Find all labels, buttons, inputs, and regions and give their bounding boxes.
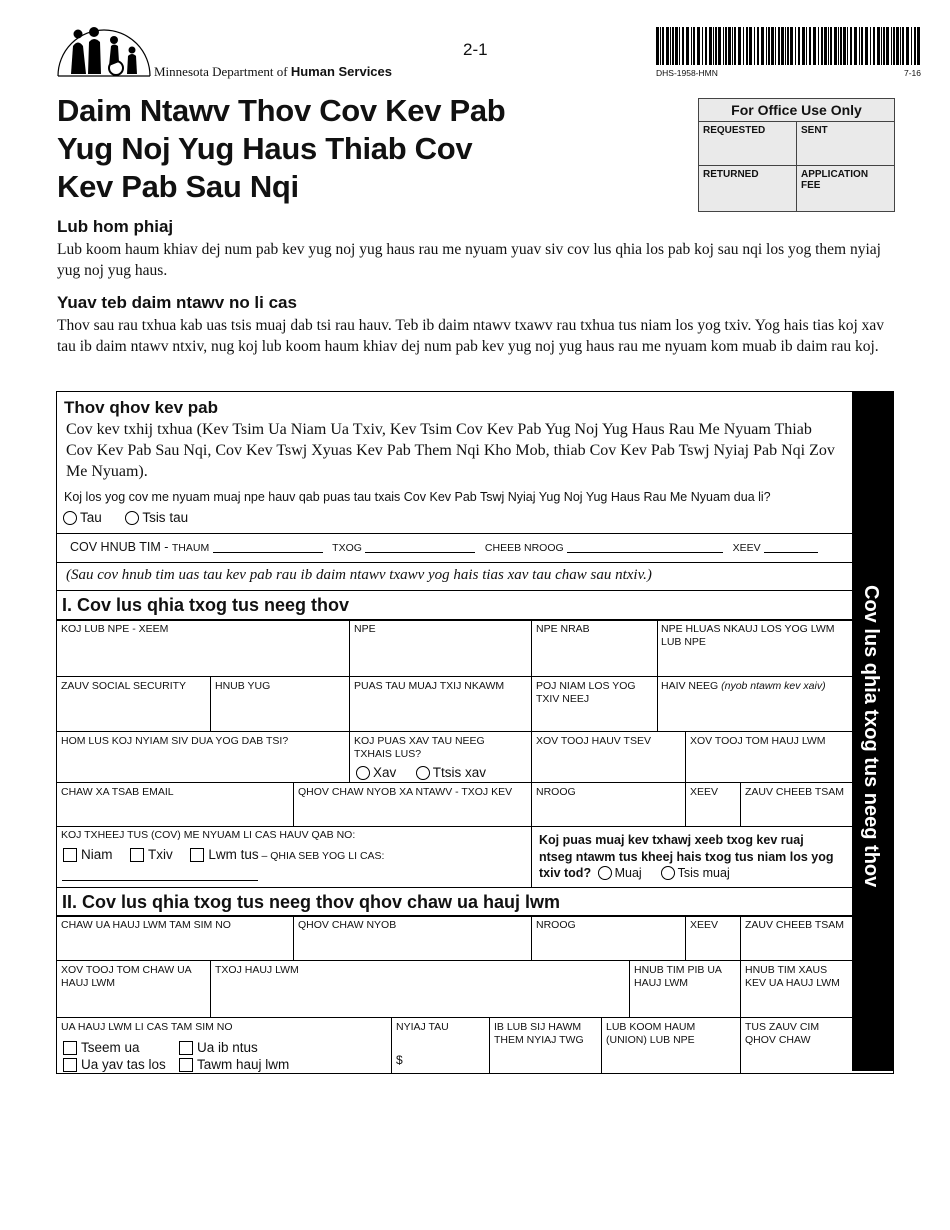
employment-status-options xyxy=(63,1039,166,1073)
case-number-note: (Sau cov hnub tim uas tau kev pab rau ib daim ntawv txawv yog hais tias xav tau chaw sau ntxiv.) xyxy=(66,567,652,583)
safety-question: Koj puas muaj kev txhawj xeeb txog kev ruaj ntseg ntawm tus kheej hais txog tus niam los yog txiv tod? Muaj Tsis muaj xyxy=(539,833,834,880)
employment-status-label: UA HAUJ LWM LI CAS TAM SIM NO xyxy=(61,1021,233,1033)
temp-label: Ua ib ntus xyxy=(197,1040,258,1055)
category-field[interactable] xyxy=(365,552,475,553)
safety-yes-radio[interactable] xyxy=(598,866,612,880)
safety-no-label: Tsis muaj xyxy=(677,866,730,880)
mailing-address-label: QHOV CHAW NYOB XA NTAWV - TXOJ KEV xyxy=(298,786,513,798)
employer-city-label: NROOG xyxy=(536,919,576,931)
state-field[interactable] xyxy=(764,552,818,553)
first-name-label: NPE xyxy=(354,623,376,635)
section2-title: II. Cov lus qhia txog tus neeg thov qhov chaw ua hauj lwm xyxy=(62,892,561,912)
middle-name-label: NPE NRAB xyxy=(536,623,590,635)
services-text: Cov kev txhij txhua (Kev Tsim Ua Niam Ua Txiv, Kev Tsim Cov Kev Pab Yug Noj Yug Haus Rau Me Nyuam Thiab Cov Kev Pab Sau Nqi, Cov Kev Tswj Xyuas Kev Pab Them Nqi Kho Mob, thiab Cov Kev Pab Tswj Nyiaj Pab Nqi Zov Me Nyuam). xyxy=(66,421,835,480)
marital-label: PUAS TAU MUAJ TXIJ NKAWM xyxy=(354,680,505,692)
services-heading: Thov qhov kev pab xyxy=(64,398,218,417)
union-label: LUB KOOM HAUM (UNION) LUB NPE xyxy=(606,1021,696,1046)
other-checkbox[interactable] xyxy=(190,848,204,862)
other-phone-label: XOV TOOJ TOM HAUJ LWM xyxy=(690,735,826,747)
home-phone-label: XOV TOOJ HAUV TSEV xyxy=(536,735,651,747)
city-label: CHEEB NROOG xyxy=(484,542,564,554)
mother-checkbox[interactable] xyxy=(63,848,77,862)
purpose-text: Lub koom haum khiav dej num pab kev yug noj yug haus rau me nyuam yuav siv cov lus qhia los pab koj sau nqi los yog them nyiaj yug noj yug haus. xyxy=(57,241,881,279)
work-phone-label: XOV TOOJ TOM CHAW UA HAUJ LWM xyxy=(61,964,192,989)
interpreter-label: KOJ PUAS XAV TAU NEEG TXHAIS LUS? xyxy=(354,735,485,760)
relationship-options xyxy=(63,847,384,862)
barcode-icon xyxy=(656,27,922,65)
wage-label: NYIAJ TAU xyxy=(396,1021,449,1033)
section1-title: I. Cov lus qhia txog tus neeg thov xyxy=(62,595,350,615)
interpreter-yes-label: Xav xyxy=(373,765,397,780)
other-label: Lwm tus xyxy=(208,847,259,862)
ssn-label: ZAUV SOCIAL SECURITY xyxy=(61,680,187,692)
employer-zip-label: ZAUV CHEEB TSAM xyxy=(745,919,844,931)
interpreter-yes-radio[interactable] xyxy=(356,766,370,780)
start-date-label: HNUB TIM PIB UA HAUJ LWM xyxy=(634,964,722,989)
seasonal-checkbox[interactable] xyxy=(179,1058,193,1072)
title-line: Yug Noj Yug Haus Thiab Cov xyxy=(57,131,473,166)
services-yes-label: Tau xyxy=(80,510,102,525)
title-line: Kev Pab Sau Nqi xyxy=(57,169,299,204)
title-line: Daim Ntawv Thov Cov Kev Pab xyxy=(57,93,506,128)
other-spec-label: – QHIA SEB YOG LI CAS: xyxy=(258,850,385,862)
part-time-checkbox[interactable] xyxy=(63,1058,77,1072)
agency-name: Minnesota Department of Human Services xyxy=(154,64,392,79)
city-label: NROOG xyxy=(536,786,576,798)
county-label: THAUM xyxy=(171,542,210,554)
case-number-label: COV HNUB TIM - xyxy=(70,540,172,554)
dob-label: HNUB YUG xyxy=(215,680,271,692)
other-names-label: NPE HLUAS NKAUJ LOS YOG LWM LUB NPE xyxy=(661,623,835,648)
household-label: KOJ TXHEEJ TUS (COV) ME NYUAM LI CAS HAUV QAB NO: xyxy=(61,829,356,841)
currency-symbol: $ xyxy=(396,1053,403,1067)
father-label: Txiv xyxy=(148,847,173,862)
city-field[interactable] xyxy=(567,552,723,553)
last-name-label: KOJ LUB NPE - XEEM xyxy=(61,623,169,635)
case-number-row xyxy=(70,540,818,554)
office-use-title: For Office Use Only xyxy=(699,99,894,122)
how-to-text: Thov sau rau txhua kab uas tsis muaj dab tsi rau hauv. Teb ib daim ntawv txawv rau txhua tus niam los yog txiv. Yog hais tias koj xav tau ib daim ntawv ntxiv, nug koj lub koom haum khiav dej num pab kev yug noj yug haus rau me nyuam kom muab ib daim rau koj. xyxy=(57,317,885,355)
employer-address-label: QHOV CHAW NYOB xyxy=(298,919,397,931)
services-question: Koj los yog cov me nyuam muaj npe hauv qab puas tau txais Cov Kev Pab Tswj Nyiaj Yug Noj Yug Haus Rau Me Nyuam dua li? xyxy=(64,490,771,504)
other-spec-field[interactable] xyxy=(62,880,258,881)
sent-label: SENT xyxy=(801,125,828,136)
page-number: 2-1 xyxy=(463,40,488,59)
employment-status-options-2 xyxy=(179,1039,289,1073)
category-label: TXOG xyxy=(332,542,362,554)
employer-state-label: XEEV xyxy=(690,919,719,931)
services-no-label: Tsis tau xyxy=(142,510,189,525)
page-title xyxy=(57,92,505,206)
temp-checkbox[interactable] xyxy=(179,1041,193,1055)
purpose-heading: Lub hom phiaj xyxy=(57,217,174,236)
gender-label: POJ NIAM LOS YOG TXIV NEEJ xyxy=(536,680,636,705)
services-yes-radio[interactable] xyxy=(63,511,77,525)
form-number: DHS-1958-HMN xyxy=(656,68,718,78)
dhs-logo-icon xyxy=(56,26,152,78)
how-to-heading: Yuav teb daim ntawv no li cas xyxy=(57,293,297,312)
full-time-label: Tseem ua xyxy=(81,1040,140,1055)
end-date-label: HNUB TIM XAUS KEV UA HAUJ LWM xyxy=(745,964,840,989)
safety-no-radio[interactable] xyxy=(661,866,675,880)
state-label: XEEV xyxy=(732,542,761,554)
safety-yes-label: Muaj xyxy=(614,866,642,880)
revision-date: 7-16 xyxy=(904,68,922,78)
application-fee-label: APPLICATION FEE xyxy=(801,169,869,191)
interpreter-no-radio[interactable] xyxy=(416,766,430,780)
language-label: HOM LUS KOJ NYIAM SIV DUA YOG DAB TSI? xyxy=(61,735,289,747)
seasonal-label: Tawm hauj lwm xyxy=(197,1057,290,1072)
email-label: CHAW XA TSAB EMAIL xyxy=(61,786,174,798)
services-options xyxy=(63,510,188,525)
full-time-checkbox[interactable] xyxy=(63,1041,77,1055)
part-time-label: Ua yav tas los xyxy=(81,1057,166,1072)
requested-label: REQUESTED xyxy=(703,125,766,136)
union-zip-label: TUS ZAUV CIM QHOV CHAW xyxy=(745,1021,820,1046)
returned-label: RETURNED xyxy=(703,169,759,180)
zip-label: ZAUV CHEEB TSAM xyxy=(745,786,844,798)
father-checkbox[interactable] xyxy=(130,848,144,862)
state-label: XEEV xyxy=(690,786,719,798)
services-no-radio[interactable] xyxy=(125,511,139,525)
mother-label: Niam xyxy=(81,847,113,862)
interpreter-no-label: Ttsis xav xyxy=(432,765,487,780)
pay-frequency-label: IB LUB SIJ HAWM THEM NYIAJ TWG xyxy=(494,1021,584,1046)
county-field[interactable] xyxy=(213,552,323,553)
interpreter-options xyxy=(356,765,486,780)
job-title-label: TXOJ HAUJ LWM xyxy=(215,964,299,976)
sidebar-label: Cov lus qhia txog tus neeg thov xyxy=(860,585,882,888)
office-use-box xyxy=(698,98,895,212)
race-note: (nyob ntawm kev xaiv) xyxy=(721,680,826,692)
employer-label: CHAW UA HAUJ LWM TAM SIM NO xyxy=(61,919,231,931)
race-label: HAIV NEEG (nyob ntawm kev xaiv) xyxy=(661,680,826,692)
